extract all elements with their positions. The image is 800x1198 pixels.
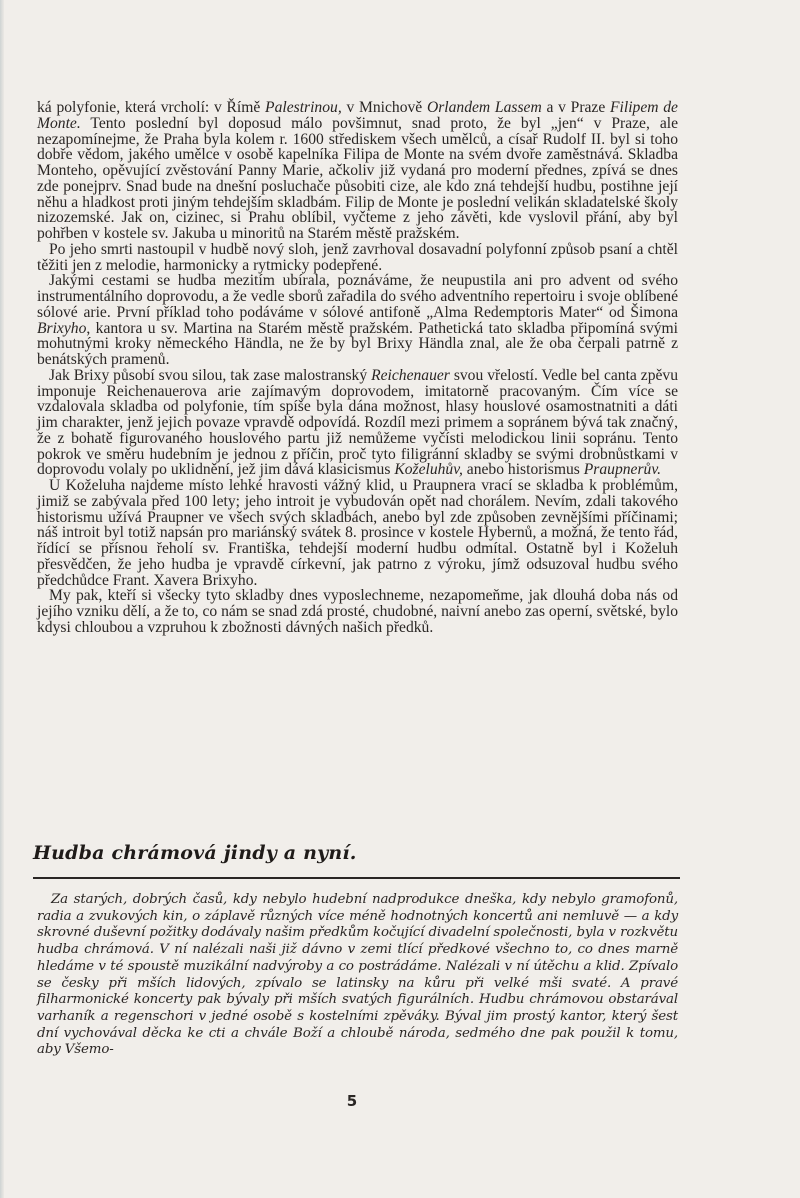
text-segment: Po jeho smrti nastoupil v hudbě nový sloh, jenž zavrhoval dosavadní polyfonní způsob psaní a chtěl těžiti jen z melodie, harmonicky a rytmicky podepřené. [37,240,678,274]
italic-name-segment: Filipem de Monte. [37,99,678,132]
paragraph [37,273,678,368]
heading-divider [33,877,680,879]
text-segment: ká polyfonie, která vrcholí: v Římě [37,99,266,116]
text-segment: , kantora u sv. Martina na Starém městě pražském. Pathetická tato skladba připomíná svými mohutnými kroky německého Händla, ne že by byl Brixy Händla znal, ale že oba čerpali patrně z benátských pramenů. [37,319,678,368]
italic-name-segment: Palestrinou, [265,99,342,116]
section-heading: Hudba chrámová jindy a nyní. [33,842,357,864]
paragraph [37,100,678,242]
text-segment: a v Praze [541,99,611,116]
body-text [37,100,678,636]
italic-name-segment: Koželuhův, [394,461,463,479]
paragraph [37,368,678,478]
text-segment: v Mnichově [341,99,427,116]
paragraph [37,242,678,274]
italic-name-segment: Brixyho [37,319,87,337]
italic-name-segment: Reichenauer [371,366,450,384]
paragraph [37,478,678,588]
text-segment: anebo historismus [462,461,584,479]
text-segment: svou vřelostí. Vedle bel canta zpěvu imponuje Reichenauerova arie zajímavým doprovodem, imitatorně pracovaným. Čím více se vzdalovala skladba od polyfonie, tím spíše byla dána možnost, hlasy houslové osamostnatniti a dáti jim charakter, jenž jejich povaze vpravdě odpovídá. Rozdíl mezi primem a sopránem bývá tak značný, že z bohatě figurovaného houslového partu již nemůžeme vyčísti melodickou linii sopránu. Tento pokrok ve směru hudebním je jednou z příčin, proč tyto filigránní skladby se svými drobnůstkami v doprovodu volaly po uklidnění, jež jim dává klasicismus [37,366,679,479]
page-number: 5 [346,1092,358,1110]
paragraph [37,588,678,635]
italic-name-segment: Orlandem Lassem [426,99,542,116]
section-intro-paragraph: Za starých, dobrých časů, kdy nebylo hudební nadprodukce dneška, kdy nebylo gramofonů, radia a zvukových kin, o záplavě různých více méně hodnotných koncertů ani nemluvě — a kdy skrovné duševní požitky dodávaly našim předkům kočující divadelní společnosti, byla v rozkvětu hudba chrámová. V ní nalézali naši již dávno v zemi tlící předkové všechno to, co dnes marně hledáme v té spoustě muzikální nadvýroby a co postrádáme. Nalézali v ní útěchu a klid. Zpívalo se česky při mších lidových, zpívalo se latinsky na kůru při velké mši svaté. A pravé filharmonické koncerty pak bývaly při mších svatých figurálních. Hudbu chrámovou obstarával varhaník a regenschori v jedné osobě s kostelními zpěváky. Býval jim prostý kantor, který šest dní vychovával děcka ke cti a chvále Boží a chloubě národa, sedmého dne pak použil k tomu, aby Všemo- [37,892,678,1058]
page-edge [0,0,4,1198]
text-segment: Tento poslední byl doposud málo povšimnut, snad proto, že byl „jen“ v Praze, ale nezapomínejme, že Praha byla kolem r. 1600 střediskem všech umělců, a císař Rudolf II. byl si toho dobře vědom, jakého umělce v osobě kapelníka Filipa de Monte na svém dvoře zaměstnává. Skladba Monteho, opěvující zvěstování Panny Marie, ačkoliv již vydaná pro moderní přednes, zpívá se dnes zde ponejprv. Snad bude na dnešní posluchače působiti cize, ale kdo zná tehdejší hudbu, postihne její něhu a hladkost proti jiným tehdejším skladbám. Filip de Monte je poslední velikán skladatelské školy nizozemské. Jak on, cizinec, si Prahu oblíbil, vyčteme z jeho závěti, kde vyslovil přání, aby byl pohřben v kostele sv. Jakuba u minoritů na Starém městě pražském. [37,114,678,242]
text-segment: Jak Brixy působí svou silou, tak zase malostranský [49,366,372,384]
text-segment: U Koželuha najdeme místo lehké hravosti vážný klid, u Praupnera vrací se skladba k problémům, jimiž se zabývala před 100 lety; jeho introit je vybudován opět nad chorálem. Nevím, zdali takového historismu užívá Praupner ve všech svých skladbách, anebo byl zde způsoben zevnějšími příčinami; náš introit byl totiž napsán pro mariánský svátek 8. prosince v kostele Hybernů, a možná, že tento řád, řídící se přísnou řeholí sv. Františka, tehdejší moderní hudbu odmítal. Ostatně byl i Koželuh přesvědčen, že jeho hudba je vpravdě církevní, jak patrno z výroku, jímž odsuzoval hudbu svého předchůdce Frant. Xavera Brixyho. [37,477,678,589]
italic-name-segment: Praupnerův. [583,461,661,479]
text-segment: My pak, kteří si všecky tyto skladby dnes vyposlechneme, nezapomeňme, jak dlouhá doba nás od jejího vzniku dělí, a že to, co nám se snad zdá prosté, chudobné, naivní anebo zas operní, světské, bylo kdysi chloubou a vzpruhou k zbožnosti dávných našich předků. [37,587,678,636]
text-segment: Jakými cestami se hudba mezitím ubírala, poznáváme, že neupustila ani pro advent od svého instrumentálního doprovodu, a že vedle sborů zařadila do svého adventního repertoiru i svoje oblíbené sólové arie. První příklad toho podáváme v sólové antifoně „Alma Redemptoris Mater“ od Šimona [37,272,678,321]
